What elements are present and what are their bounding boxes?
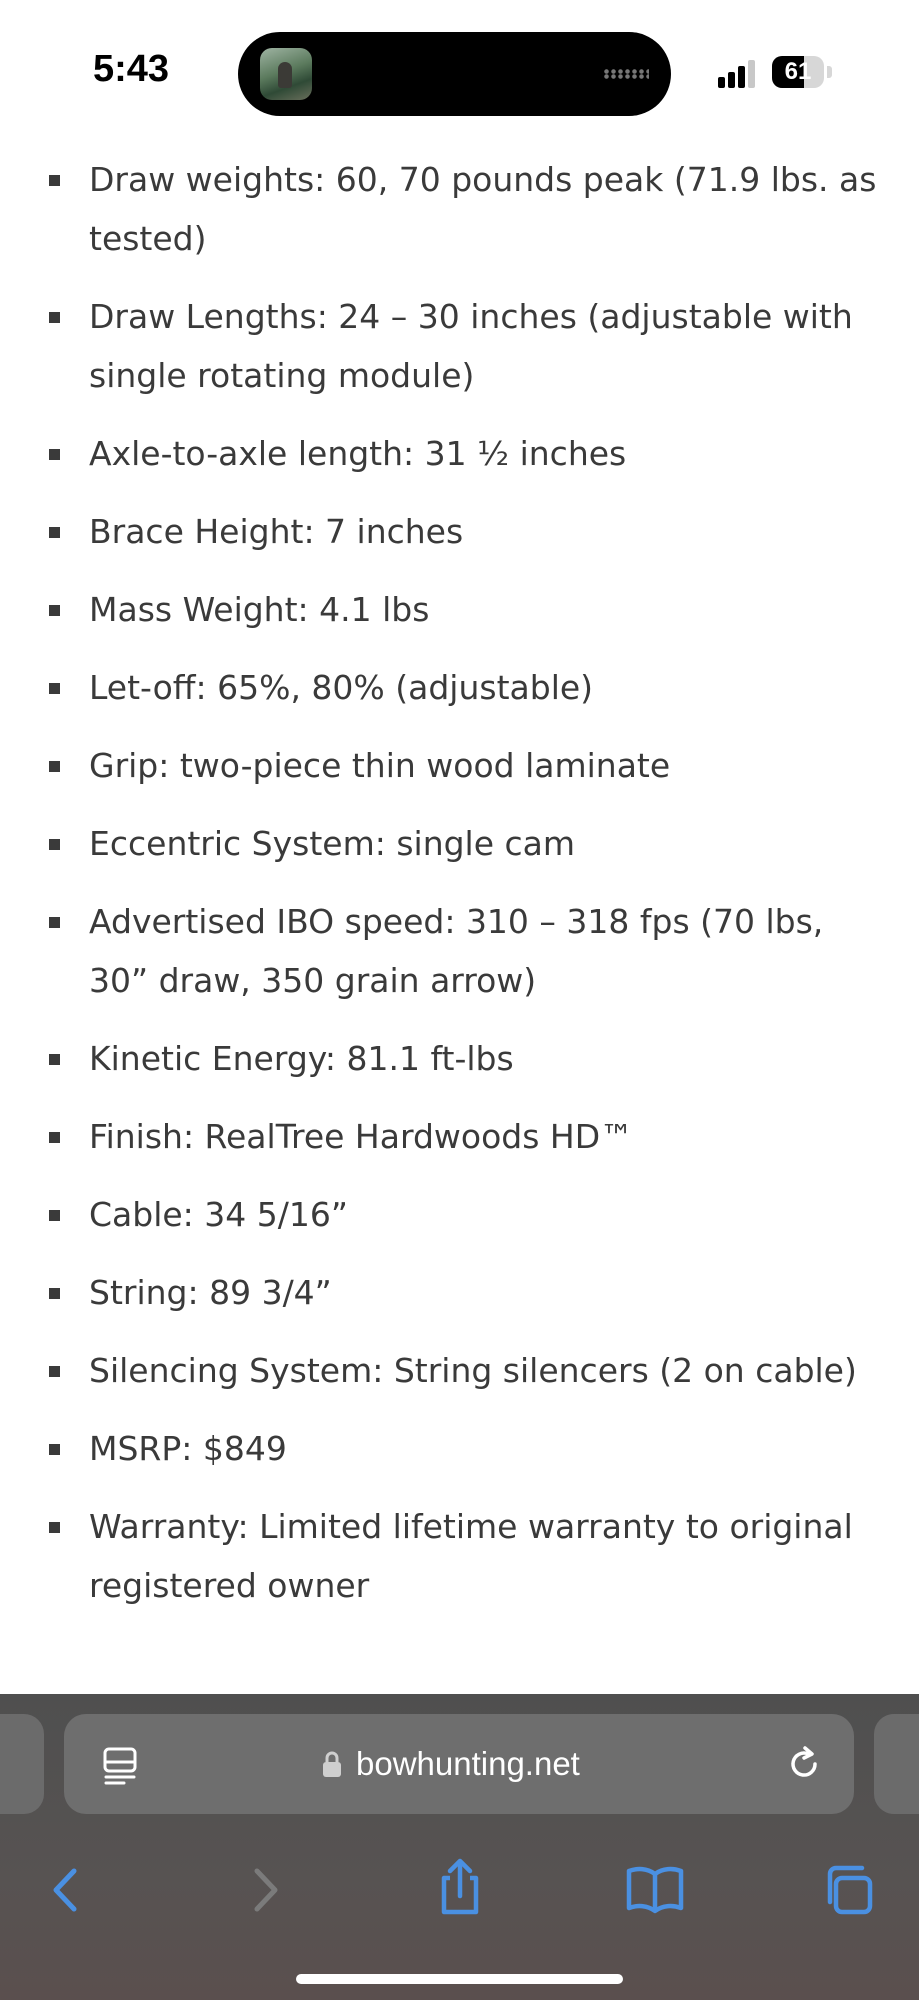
bullet-icon <box>49 1210 60 1221</box>
cellular-signal-icon <box>718 58 762 88</box>
spec-text: Cable: 34 5/16” <box>89 1195 348 1234</box>
spec-text: Eccentric System: single cam <box>89 824 576 863</box>
bullet-icon <box>49 1132 60 1143</box>
battery-tip <box>827 66 832 78</box>
back-button[interactable] <box>26 1840 106 1940</box>
previous-tab-peek[interactable] <box>0 1714 44 1814</box>
spec-item <box>0 580 919 639</box>
bullet-icon <box>49 527 60 538</box>
spec-text: Draw Lengths: 24 – 30 inches (adjustable with single rotating module) <box>89 297 853 395</box>
bullet-icon <box>49 761 60 772</box>
bookmarks-icon <box>615 1840 695 1940</box>
spec-list <box>0 150 919 1634</box>
forward-button[interactable] <box>225 1840 305 1940</box>
spec-item <box>0 424 919 483</box>
spec-item <box>0 287 919 405</box>
bullet-icon <box>49 175 60 186</box>
battery-level: 61 <box>784 58 812 85</box>
bullet-icon <box>49 917 60 928</box>
tabs-button[interactable] <box>810 1840 890 1940</box>
share-button[interactable] <box>420 1840 500 1940</box>
bookmarks-button[interactable] <box>615 1840 695 1940</box>
spec-item <box>0 1107 919 1166</box>
spec-text: String: 89 3/4” <box>89 1273 332 1312</box>
spec-text: Silencing System: String silencers (2 on cable) <box>89 1351 857 1390</box>
spec-text: Finish: RealTree Hardwoods HD™ <box>89 1117 634 1156</box>
next-tab-peek[interactable] <box>874 1714 919 1814</box>
bullet-icon <box>49 683 60 694</box>
bullet-icon <box>49 449 60 460</box>
spec-item <box>0 892 919 1010</box>
spec-text: Grip: two-piece thin wood laminate <box>89 746 671 785</box>
bullet-icon <box>49 312 60 323</box>
browser-chrome <box>0 1694 919 2000</box>
bullet-icon <box>49 1522 60 1533</box>
bullet-icon <box>49 839 60 850</box>
spec-text: Kinetic Energy: 81.1 ft-lbs <box>89 1039 514 1078</box>
spec-item <box>0 1419 919 1478</box>
spec-item <box>0 1185 919 1244</box>
status-time: 5:43 <box>93 48 170 90</box>
spec-item <box>0 1263 919 1322</box>
spec-text: MSRP: $849 <box>89 1429 287 1468</box>
status-bar <box>0 0 919 140</box>
spec-text: Brace Height: 7 inches <box>89 512 464 551</box>
spec-item <box>0 150 919 268</box>
spec-text: Advertised IBO speed: 310 – 318 fps (70 lbs, 30” draw, 350 grain arrow) <box>89 902 824 1000</box>
spec-text: Axle-to-axle length: 31 ½ inches <box>89 434 627 473</box>
reader-icon[interactable] <box>102 1746 138 1786</box>
battery-icon <box>772 56 824 88</box>
now-playing-thumbnail[interactable] <box>260 48 312 100</box>
bullet-icon <box>49 1288 60 1299</box>
reload-icon[interactable] <box>784 1744 824 1784</box>
spec-item <box>0 1341 919 1400</box>
spec-item <box>0 814 919 873</box>
spec-item <box>0 502 919 561</box>
share-icon <box>420 1840 500 1940</box>
forward-icon <box>225 1840 305 1940</box>
bullet-icon <box>49 1366 60 1377</box>
browser-toolbar <box>0 1840 919 1940</box>
spec-item <box>0 658 919 717</box>
spec-item <box>0 736 919 795</box>
bullet-icon <box>49 605 60 616</box>
back-icon <box>26 1840 106 1940</box>
tabs-icon <box>810 1840 890 1940</box>
dynamic-island[interactable] <box>238 32 671 116</box>
waveform-icon <box>603 69 649 79</box>
lock-icon <box>322 1750 342 1778</box>
bullet-icon <box>49 1444 60 1455</box>
address-bar[interactable] <box>64 1714 854 1814</box>
spec-text: Warranty: Limited lifetime warranty to original registered owner <box>89 1507 853 1605</box>
spec-item <box>0 1029 919 1088</box>
spec-item <box>0 1497 919 1615</box>
spec-text: Draw weights: 60, 70 pounds peak (71.9 lbs. as tested) <box>89 160 877 258</box>
url-text[interactable]: bowhunting.net <box>356 1745 580 1782</box>
spec-text: Let-off: 65%, 80% (adjustable) <box>89 668 594 707</box>
bullet-icon <box>49 1054 60 1065</box>
spec-text: Mass Weight: 4.1 lbs <box>89 590 430 629</box>
home-indicator[interactable] <box>296 1974 623 1984</box>
